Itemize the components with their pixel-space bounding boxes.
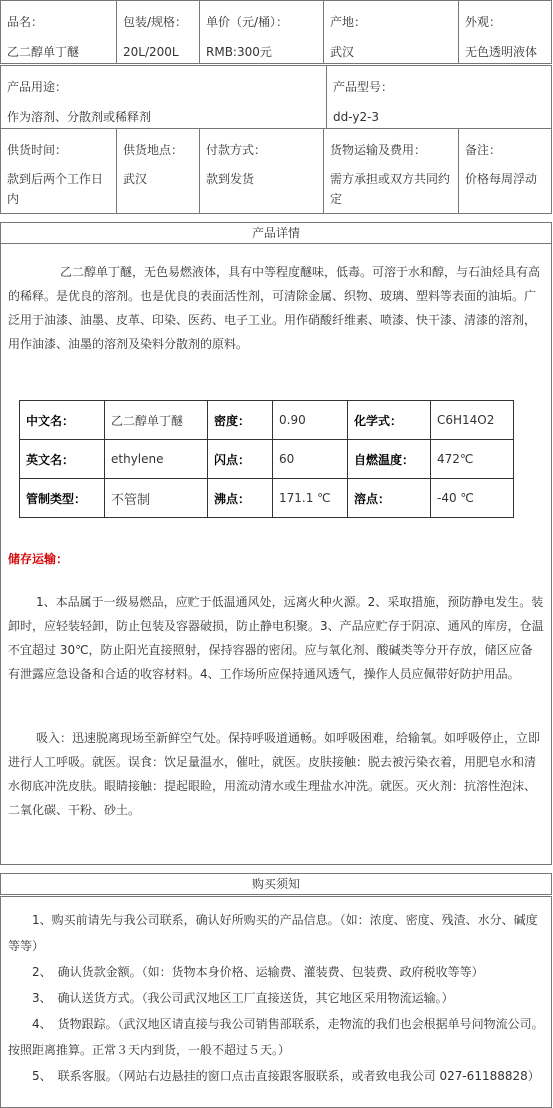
product-name-cell bbox=[1, 1, 117, 64]
origin-cell bbox=[324, 1, 459, 64]
remark-label: 备注： bbox=[465, 143, 502, 157]
supply-time-cell bbox=[1, 129, 117, 214]
details-panel bbox=[0, 243, 552, 865]
shipping-cell bbox=[324, 129, 459, 214]
appearance-cell bbox=[459, 1, 552, 64]
remark-value: 价格每周浮动 bbox=[465, 172, 538, 186]
purchase-item: 2、 确认货款金额。（如：货物本身价格、运输费、灌装费、包装费、政府税收等等） bbox=[32, 965, 484, 979]
unit-price-value: RMB:300元 bbox=[206, 45, 272, 59]
prop-val-melting-point: -40 ℃ bbox=[431, 479, 514, 518]
usage-table bbox=[0, 65, 552, 129]
prop-val-flash-point: 60 bbox=[273, 440, 348, 479]
prop-key-autoignition: 自燃温度： bbox=[348, 440, 431, 479]
origin-value: 武汉 bbox=[330, 45, 355, 59]
purchase-item: 1、购买前请先与我公司联系，确认好所购买的产品信息。（如：浓度、密度、残渣、水分、碱度等等） bbox=[8, 913, 538, 953]
prop-key-en-name: 英文名： bbox=[20, 440, 105, 479]
properties-table bbox=[19, 400, 514, 518]
prop-key-melting-point: 溶点： bbox=[348, 479, 431, 518]
shipping-value: 需方承担或双方共同约定 bbox=[330, 172, 451, 206]
usage-value: 作为溶剂、分散剂或稀释剂 bbox=[7, 110, 152, 124]
usage-label: 产品用途： bbox=[7, 80, 68, 94]
prop-key-formula: 化学式： bbox=[348, 401, 431, 440]
purchase-panel bbox=[0, 896, 552, 1108]
purchase-title: 购买须知 bbox=[0, 873, 552, 895]
appearance-value: 无色透明液体 bbox=[465, 45, 538, 59]
unit-price-cell bbox=[200, 1, 324, 64]
purchase-list bbox=[8, 907, 546, 1089]
payment-value: 款到发货 bbox=[206, 172, 255, 186]
prop-key-boiling-point: 沸点： bbox=[208, 479, 273, 518]
supply-time-value: 款到后两个工作日内 bbox=[7, 172, 104, 206]
packaging-cell bbox=[117, 1, 200, 64]
purchase-item: 3、 确认送货方式。（我公司武汉地区工厂直接送货，其它地区采用物流运输。） bbox=[32, 991, 454, 1005]
product-name-value: 乙二醇单丁醚 bbox=[7, 45, 80, 59]
prop-val-boiling-point: 171.1 ℃ bbox=[273, 479, 348, 518]
supply-time-label: 供货时间： bbox=[7, 143, 68, 157]
product-name-label: 品名： bbox=[7, 15, 44, 29]
prop-key-control-type: 管制类型： bbox=[20, 479, 105, 518]
payment-cell bbox=[200, 129, 324, 214]
packaging-value: 20L/200L bbox=[123, 45, 179, 59]
unit-price-label: 单价（元/桶）： bbox=[206, 15, 289, 29]
model-cell bbox=[327, 66, 552, 129]
prop-val-control-type: 不管制 bbox=[105, 479, 208, 518]
basic-info-table bbox=[0, 0, 552, 64]
supply-place-label: 供货地点： bbox=[123, 143, 184, 157]
appearance-label: 外观： bbox=[465, 15, 502, 29]
prop-key-density: 密度： bbox=[208, 401, 273, 440]
shipping-label: 货物运输及费用： bbox=[330, 143, 427, 157]
prop-key-cn-name: 中文名： bbox=[20, 401, 105, 440]
payment-label: 付款方式： bbox=[206, 143, 267, 157]
remark-cell bbox=[459, 129, 552, 214]
prop-val-formula: C6H14O2 bbox=[431, 401, 514, 440]
product-intro: 乙二醇单丁醚，无色易燃液体，具有中等程度醚味，低毒。可溶于水和醇，与石油烃具有高的稀释。是优良的溶剂。也是优良的表面活性剂，可清除金属、织物、玻璃、塑料等表面的油垢。广泛用于油漆、油墨、皮革、印染、医药、电子工业。用作硝酸纤维素、喷漆、快干漆、清漆的溶剂，用作油漆、油墨的溶剂及染料分散剂的原料。 bbox=[8, 265, 541, 351]
supply-place-cell bbox=[117, 129, 200, 214]
prop-val-en-name: ethylene bbox=[105, 440, 208, 479]
prop-val-density: 0.90 bbox=[273, 401, 348, 440]
prop-val-cn-name: 乙二醇单丁醚 bbox=[105, 401, 208, 440]
origin-label: 产地： bbox=[330, 15, 367, 29]
details-title: 产品详情 bbox=[0, 222, 552, 244]
supply-table bbox=[0, 128, 552, 214]
storage-text: 1、本品属于一级易燃品，应贮于低温通风处，远离火种火源。2、采取措施，预防静电发生。装卸时，应轻装轻卸，防止包装及容器破损，防止静电积聚。3、产品应贮存于阴凉、通风的库房，仓温不宜超过 30℃，防止阳光直接照射，保持容器的密闭。应与氧化剂、酸碱类等分开存放，储区应备有泄露应急设备和合适的收容材料。4、工作场所应保持通风透气，操作人员应佩带好防护用品。 bbox=[8, 595, 544, 681]
supply-place-value: 武汉 bbox=[123, 172, 148, 186]
purchase-item: 5、 联系客服。（网站右边悬挂的窗口点击直接跟客服联系，或者致电我公司 027-61188828） bbox=[32, 1069, 540, 1083]
model-value: dd-y2-3 bbox=[333, 110, 380, 124]
model-label: 产品型号： bbox=[333, 80, 394, 94]
prop-val-autoignition: 472℃ bbox=[431, 440, 514, 479]
purchase-item: 4、 货物跟踪。（武汉地区请直接与我公司销售部联系，走物流的我们也会根据单号问物流公司。按照距离推算。正常３天内到货，一般不超过５天。） bbox=[8, 1017, 544, 1057]
safety-text: 吸入：迅速脱离现场至新鲜空气处。保持呼吸道通畅。如呼吸困难，给输氧。如呼吸停止，立即进行人工呼吸。就医。误食：饮足量温水，催吐，就医。皮肤接触：脱去被污染衣着，用肥皂水和清水彻底冲洗皮肤。眼睛接触：提起眼睑，用流动清水或生理盐水冲洗。就医。灭火剂：抗溶性泡沫、二氧化碳、干粉、砂土。 bbox=[8, 731, 541, 817]
usage-cell bbox=[1, 66, 327, 129]
prop-key-flash-point: 闪点： bbox=[208, 440, 273, 479]
packaging-label: 包装/规格： bbox=[123, 15, 188, 29]
storage-title: 储存运输： bbox=[8, 552, 69, 566]
